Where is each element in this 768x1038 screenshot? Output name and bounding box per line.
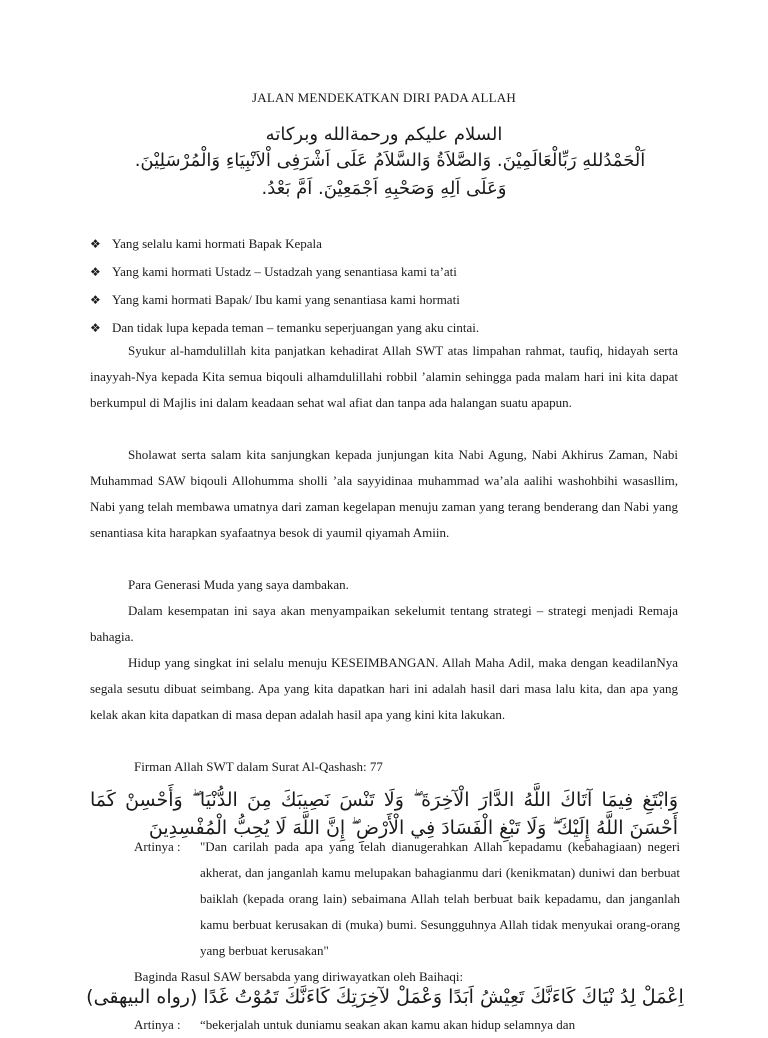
paragraph-address: Para Generasi Muda yang saya dambakan. (128, 577, 349, 592)
paragraph-sholawat: Sholawat serta salam kita sanjungkan kepada junjungan kita Nabi Agung, Nabi Akhirus Zaman, Nabi Muhammad SAW biqouli Allohumma sholli ’ala sayyidinaa muhammad wa’ala aalihi washohbihi wasasllim, Nabi yang telah membawa umatnya dari zaman kegelapan menuju zaman yang terang benderang dan Nabi yang senantiasa kita harapkan syafaatnya besok di yaumil qiyamah Amiin. (90, 447, 678, 540)
arabic-quran-verse: وَابْتَغِ فِيمَا آتَاكَ اللَّهُ الدَّارَ الْآخِرَةَ ۖ وَلَا تَنْسَ نَصِيبَكَ مِنَ الدُّنْيَا ۖ وَأَحْسِنْ كَمَا أَحْسَنَ اللَّهُ إِلَيْكَ ۖ وَلَا تَبْغِ الْفَسَادَ فِي الْأَرْضِ ۖ إِنَّ اللَّهَ لَا يُحِبُّ الْمُفْسِدِينَ (90, 789, 678, 839)
diamond-bullet-icon: ❖ (90, 293, 101, 307)
list-item-text: Yang kami hormati Bapak/ Ibu kami yang senantiasa kami hormati (112, 292, 460, 307)
paragraph-balance: Hidup yang singkat ini selalu menuju KESEIMBANGAN. Allah Maha Adil, maka dengan keadilanNya segala sesutu dibuat seimbang. Apa yang kita dapatkan hari ini adalah hasil dari masa lalu kita, dan apa yang kelak akan kita dapatkan di masa depan adalah hasil apa yang kini kita lakukan. (90, 655, 678, 722)
paragraph-verse-intro: Firman Allah SWT dalam Surat Al-Qashash: 77 (134, 759, 383, 774)
translation-label: Artinya : (134, 1017, 181, 1032)
paragraph-gratitude: Syukur al-hamdulillah kita panjatkan kehadirat Allah SWT atas limpahan rahmat, taufiq, hidayah serta inayyah-Nya kepada Kita semua biqouli alhamdulillahi robbil ’alamin sehingga pada malam hari ini kita dapat berkumpul di Majlis ini dalam keadaan sehat wal afiat dan tanpa ada halangan suatu apapun. (90, 343, 678, 410)
paragraph-hadith-intro: Baginda Rasul SAW bersabda yang diriwayatkan oleh Baihaqi: (134, 969, 464, 984)
list-item-text: Yang kami hormati Ustadz – Ustadzah yang senantiasa kami ta’ati (112, 264, 457, 279)
paragraph-intro: Dalam kesempatan ini saya akan menyampaikan sekelumit tentang strategi – strategi menjadi Remaja bahagia. (90, 603, 678, 644)
salutation-list (90, 230, 690, 342)
document-title: JALAN MENDEKATKAN DIRI PADA ALLAH (252, 90, 516, 105)
translation-label: Artinya : (134, 839, 181, 854)
list-item (90, 286, 690, 314)
arabic-opening-line-1: اَلْحَمْدُللهِ رَبِّالْعَالَمِيْنَ. وَالصَّلاَةُ وَالسَّلاَمُ عَلَى اَشْرَفِى اْلاَنْبِيَاءِ وَالْمُرْسَلِيْنَ. (134, 150, 646, 171)
arabic-opening-line-2: وَعَلَى اَلِهِ وَصَحْبِهِ اَجْمَعِيْنَ. اَمَّ بَعْدُ. (261, 178, 507, 199)
diamond-bullet-icon: ❖ (90, 265, 101, 279)
list-item (90, 258, 690, 286)
list-item-text: Dan tidak lupa kepada teman – temanku seperjuangan yang aku cintai. (112, 320, 480, 335)
list-item (90, 230, 690, 258)
arabic-hadith: اِعْمَلْ لِدُ نْيَاكَ كَاءَنَّكَ تَعِيْشُ اَبَدًا وَعْمَلْ لآخِرَتِكَ كَاءَنَّكَ تَمُوْتُ غَدًا (رواه البيهقى) (86, 986, 684, 1008)
list-item-text: Yang selalu kami hormati Bapak Kepala (112, 236, 322, 251)
diamond-bullet-icon: ❖ (90, 237, 101, 251)
translation-text: "Dan carilah pada apa yang telah dianugerahkan Allah kepadamu (kebahagiaan) negeri akherat, dan janganlah kamu melupakan bahagianmu dari (kenikmatan) duniwi dan berbuat baiklah (kepada orang lain) sebaimana Allah telah berbuat baik kepadamu, dan janganlah kamu berbuat kerusakan di (muka) bumi. Sesungguhnya Allah tidak menyukai orang-orang yang berbuat kerusakan" (200, 839, 680, 958)
arabic-greeting: السلام عليكم ورحمةالله وبركاته (265, 124, 503, 145)
diamond-bullet-icon: ❖ (90, 321, 101, 335)
translation-text: “bekerjalah untuk duniamu seakan akan kamu akan hidup selamnya dan (200, 1017, 576, 1032)
